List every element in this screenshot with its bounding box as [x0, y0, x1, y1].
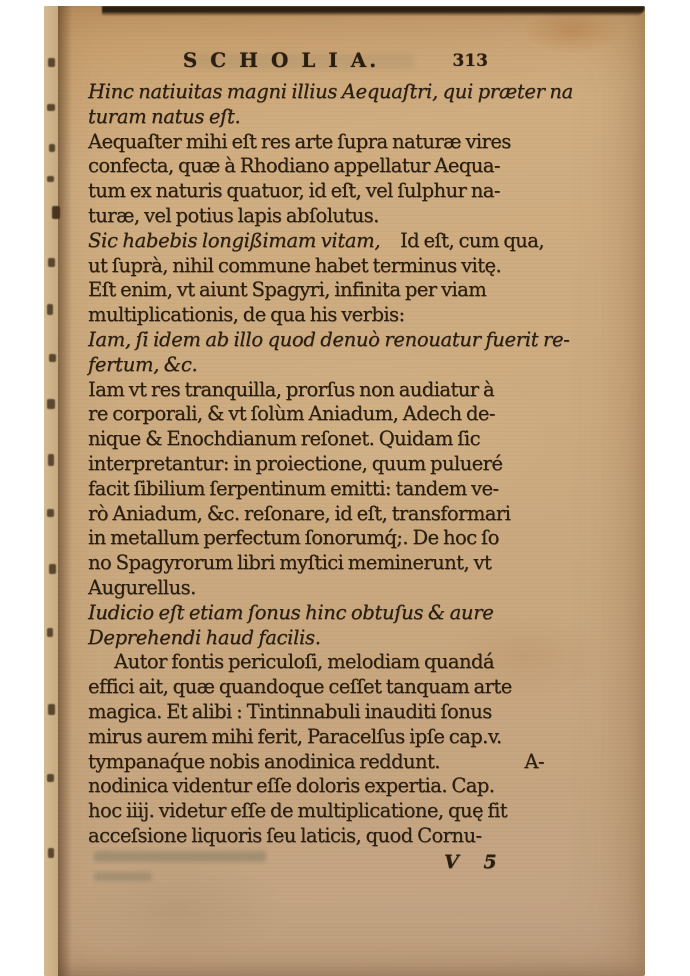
edge-mark: [47, 774, 54, 782]
text-line: [88, 80, 573, 105]
text-segment: effici ait, quæ quandoque ceſſet tanquam arte: [88, 675, 512, 699]
text-segment: Aequaſter mihi eſt res arte ſupra naturæ vires: [88, 129, 511, 153]
text-segment: Eſt enim, vt aiunt Spagyri, infinita per viam: [88, 278, 487, 302]
text-line: [88, 601, 544, 626]
text-segment: in metallum perfectum ſonorumq́;. De hoc ſo: [88, 526, 499, 550]
text-column: [88, 80, 573, 849]
edge-mark: [49, 564, 56, 574]
text-segment: tympanaq́ue nobis anodinica reddunt.: [88, 749, 440, 773]
text-segment: no Spagyrorum libri myſtici meminerunt, vt: [88, 551, 492, 575]
text-segment: fertum, &c.: [88, 352, 198, 376]
text-line: [88, 452, 544, 477]
text-line: [88, 799, 544, 824]
text-segment: nique & Enochdianum reſonet. Quidam ſic: [88, 427, 480, 451]
show-through-smudge: [94, 872, 152, 881]
text-segment: Iam vt res tranquilla, prorſus non audiatur à: [88, 377, 495, 401]
text-line: [88, 477, 544, 502]
text-line: [88, 278, 544, 303]
text-line: [88, 502, 544, 527]
gutter-shadow: [58, 6, 72, 976]
edge-mark: [49, 354, 56, 362]
edge-mark: [48, 258, 55, 267]
text-segment: tum ex naturis quatuor, id eſt, vel ſulphur na-: [88, 179, 500, 203]
text-line: [88, 824, 544, 849]
text-segment: Iam, ſi idem ab illo quod denuò renouatur fuerit re-: [88, 327, 570, 351]
edge-mark: [48, 704, 55, 715]
text-line: [88, 254, 544, 279]
text-segment: nodinica videntur eſſe doloris expertia. Cap.: [88, 774, 495, 798]
text-line: [88, 303, 544, 328]
text-line: [88, 427, 544, 452]
text-segment: interpretantur: in proiectione, quum pulueré: [88, 451, 503, 475]
edge-mark: [47, 509, 54, 517]
text-segment: confecta, quæ à Rhodiano appellatur Aequa-: [88, 154, 500, 178]
edge-mark: [47, 628, 53, 637]
text-segment: turæ, vel potius lapis abſolutus.: [88, 203, 379, 227]
text-segment: turam natus eſt.: [88, 104, 241, 128]
text-line: [88, 650, 544, 675]
page-title: S C H O L I A.: [182, 48, 380, 72]
page-top-edge-shadow: [102, 6, 645, 16]
text-line: [88, 576, 544, 601]
text-segment: acceſsione liquoris ſeu laticis, quod Cornu-: [88, 823, 482, 847]
text-line: [88, 204, 544, 229]
edge-mark: [47, 104, 55, 111]
text-segment: Autor fontis periculoſi, melodiam quandá: [114, 650, 494, 674]
text-line: [88, 179, 544, 204]
text-segment: Sic habebis longißimam vitam,: [88, 228, 381, 252]
edge-mark: [47, 176, 54, 182]
signature-mark: V 5: [444, 851, 506, 873]
text-segment: Hinc natiuitas magni illius Aequaſtri, qui præter na: [88, 80, 573, 103]
text-line: [88, 378, 544, 403]
text-line: [88, 626, 544, 651]
text-line: [88, 700, 544, 725]
text-line: [88, 105, 544, 130]
text-line: [88, 675, 544, 700]
text-segment: rò Aniadum, &c. reſonare, id eſt, transformari: [88, 501, 511, 525]
text-segment: Id eſt, cum qua,: [399, 228, 544, 252]
text-segment: Iudicio eſt etiam ſonus hinc obtuſus & aure: [88, 600, 494, 624]
text-line: [88, 327, 570, 353]
text-line: [88, 402, 544, 427]
text-segment: facit ſibilium ſerpentinum emitti: tandem ve-: [88, 476, 499, 500]
text-line: [88, 229, 544, 254]
book-page: [44, 6, 645, 976]
text-segment: magica. Et alibi : Tintinnabuli inauditi ſonus: [88, 699, 492, 723]
text-line: [88, 526, 544, 551]
text-segment: Deprehendi haud facilis.: [88, 625, 321, 649]
edge-mark: [49, 144, 55, 152]
edge-mark: [48, 454, 54, 466]
page-number: 313: [452, 51, 488, 71]
text-segment: re corporali, & vt ſolùm Aniadum, Adech de-: [88, 402, 495, 426]
text-segment: ut ſuprà, nihil commune habet terminus vitę.: [88, 253, 502, 277]
edge-mark: [48, 58, 55, 67]
text-line: [88, 154, 544, 179]
binding-edge: [44, 6, 58, 976]
running-header: [88, 48, 544, 78]
text-segment: A-: [524, 749, 544, 773]
edge-mark: [47, 399, 55, 409]
edge-mark: [47, 304, 53, 315]
text-line: [88, 750, 544, 775]
text-segment: hoc iiij. videtur eſſe de multiplicatione, quę fit: [88, 799, 508, 823]
text-line: [88, 353, 544, 378]
text-line: [88, 725, 544, 750]
text-segment: mirus aurem mihi ferit, Paracelſus ipſe cap.v.: [88, 724, 502, 748]
text-line: [88, 130, 544, 155]
text-line: [88, 774, 544, 799]
text-segment: Augurellus.: [88, 575, 196, 599]
edge-mark: [48, 848, 54, 858]
text-segment: multiplicationis, de qua his verbis:: [88, 303, 405, 327]
show-through-smudge: [94, 851, 266, 862]
text-line: [88, 551, 544, 576]
